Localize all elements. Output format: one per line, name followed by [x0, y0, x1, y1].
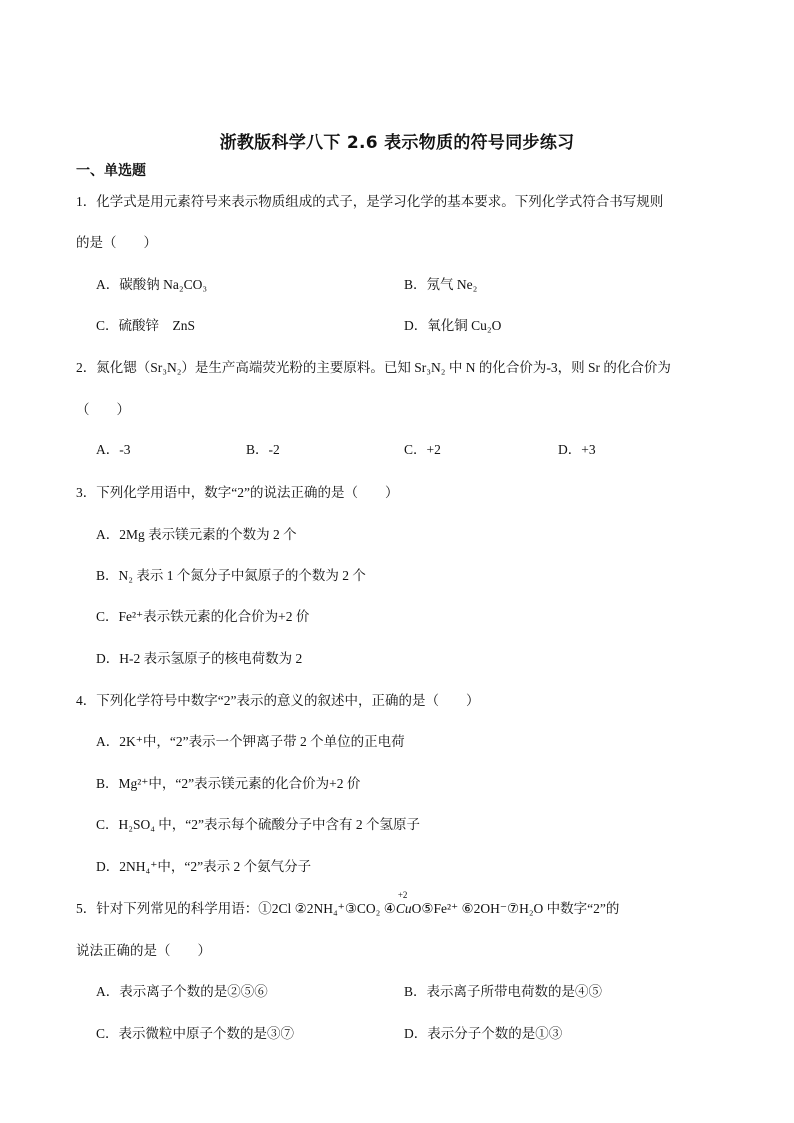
q4-stem: 4．下列化学符号中数字“2”表示的意义的叙述中，正确的是（ ）	[76, 693, 480, 708]
q5-option-c: C．表示微粒中原子个数的是③⑦	[96, 1026, 295, 1041]
q1-option-c: C．硫酸锌 ZnS	[96, 318, 196, 333]
q3-option-a: A．2Mg 表示镁元素的个数为 2 个	[96, 527, 297, 542]
q1-stem-line1: 1．化学式是用元素符号来表示物质组成的式子，是学习化学的基本要求。下列化学式符合书写规则	[76, 194, 664, 209]
q5-stem-line1	[76, 890, 620, 919]
q2-option-a: A．-3	[96, 442, 131, 457]
copper-oxidation-state	[395, 890, 412, 919]
q3-option-c: C．Fe²⁺表示铁元素的化合价为+2 价	[96, 609, 310, 624]
q3-stem: 3．下列化学用语中，数字“2”的说法正确的是（ ）	[76, 485, 399, 500]
q4-option-c: C．H₂SO₄ 中，“2”表示每个硫酸分子中含有 2 个氢原子	[96, 817, 421, 832]
q3-option-b: B．N₂ 表示 1 个氮分子中氮原子的个数为 2 个	[96, 568, 366, 583]
page-title: 浙教版科学八下 2.6 表示物质的符号同步练习	[219, 133, 575, 153]
oxidation-value: +2	[397, 890, 408, 900]
q1-option-d: D．氧化铜 Cu₂O	[404, 318, 502, 333]
q2-stem-line2: （ ）	[76, 402, 130, 417]
q1-option-a: A．碳酸钠 Na₂CO₃	[96, 277, 208, 292]
q5-option-d: D．表示分子个数的是①③	[404, 1026, 563, 1041]
q5-stem-line2: 说法正确的是（ ）	[76, 943, 211, 958]
q1-stem-line2: 的是（ ）	[76, 235, 157, 250]
q5-stem-part1: 5．针对下列常见的科学用语：①2Cl ②2NH₄⁺③CO₂ ④	[76, 901, 396, 916]
q4-option-a: A．2K⁺中，“2”表示一个钾离子带 2 个单位的正电荷	[96, 734, 405, 749]
q2-option-b: B．-2	[246, 442, 280, 457]
q2-option-c: C．+2	[404, 442, 441, 457]
section-heading: 一、单选题	[76, 163, 146, 179]
q5-stem-part2: O⑤Fe²⁺ ⑥2OH⁻⑦H₂O 中数字“2”的	[411, 901, 620, 916]
copper-symbol: Cu	[395, 901, 412, 916]
q1-option-b: B．氖气 Ne₂	[404, 277, 478, 292]
q3-option-d: D．H-2 表示氢原子的核电荷数为 2	[96, 651, 303, 666]
q2-option-d: D．+3	[558, 442, 596, 457]
q2-stem-line1: 2．氮化锶（Sr₃N₂）是生产高端荧光粉的主要原料。已知 Sr₃N₂ 中 N 的化合价为-3，则 Sr 的化合价为	[76, 360, 671, 375]
q4-option-b: B．Mg²⁺中，“2”表示镁元素的化合价为+2 价	[96, 776, 361, 791]
q4-option-d: D．2NH₄⁺中，“2”表示 2 个氨气分子	[96, 859, 312, 874]
q5-option-b: B．表示离子所带电荷数的是④⑤	[404, 984, 603, 999]
q5-option-a: A．表示离子个数的是②⑤⑥	[96, 984, 268, 999]
